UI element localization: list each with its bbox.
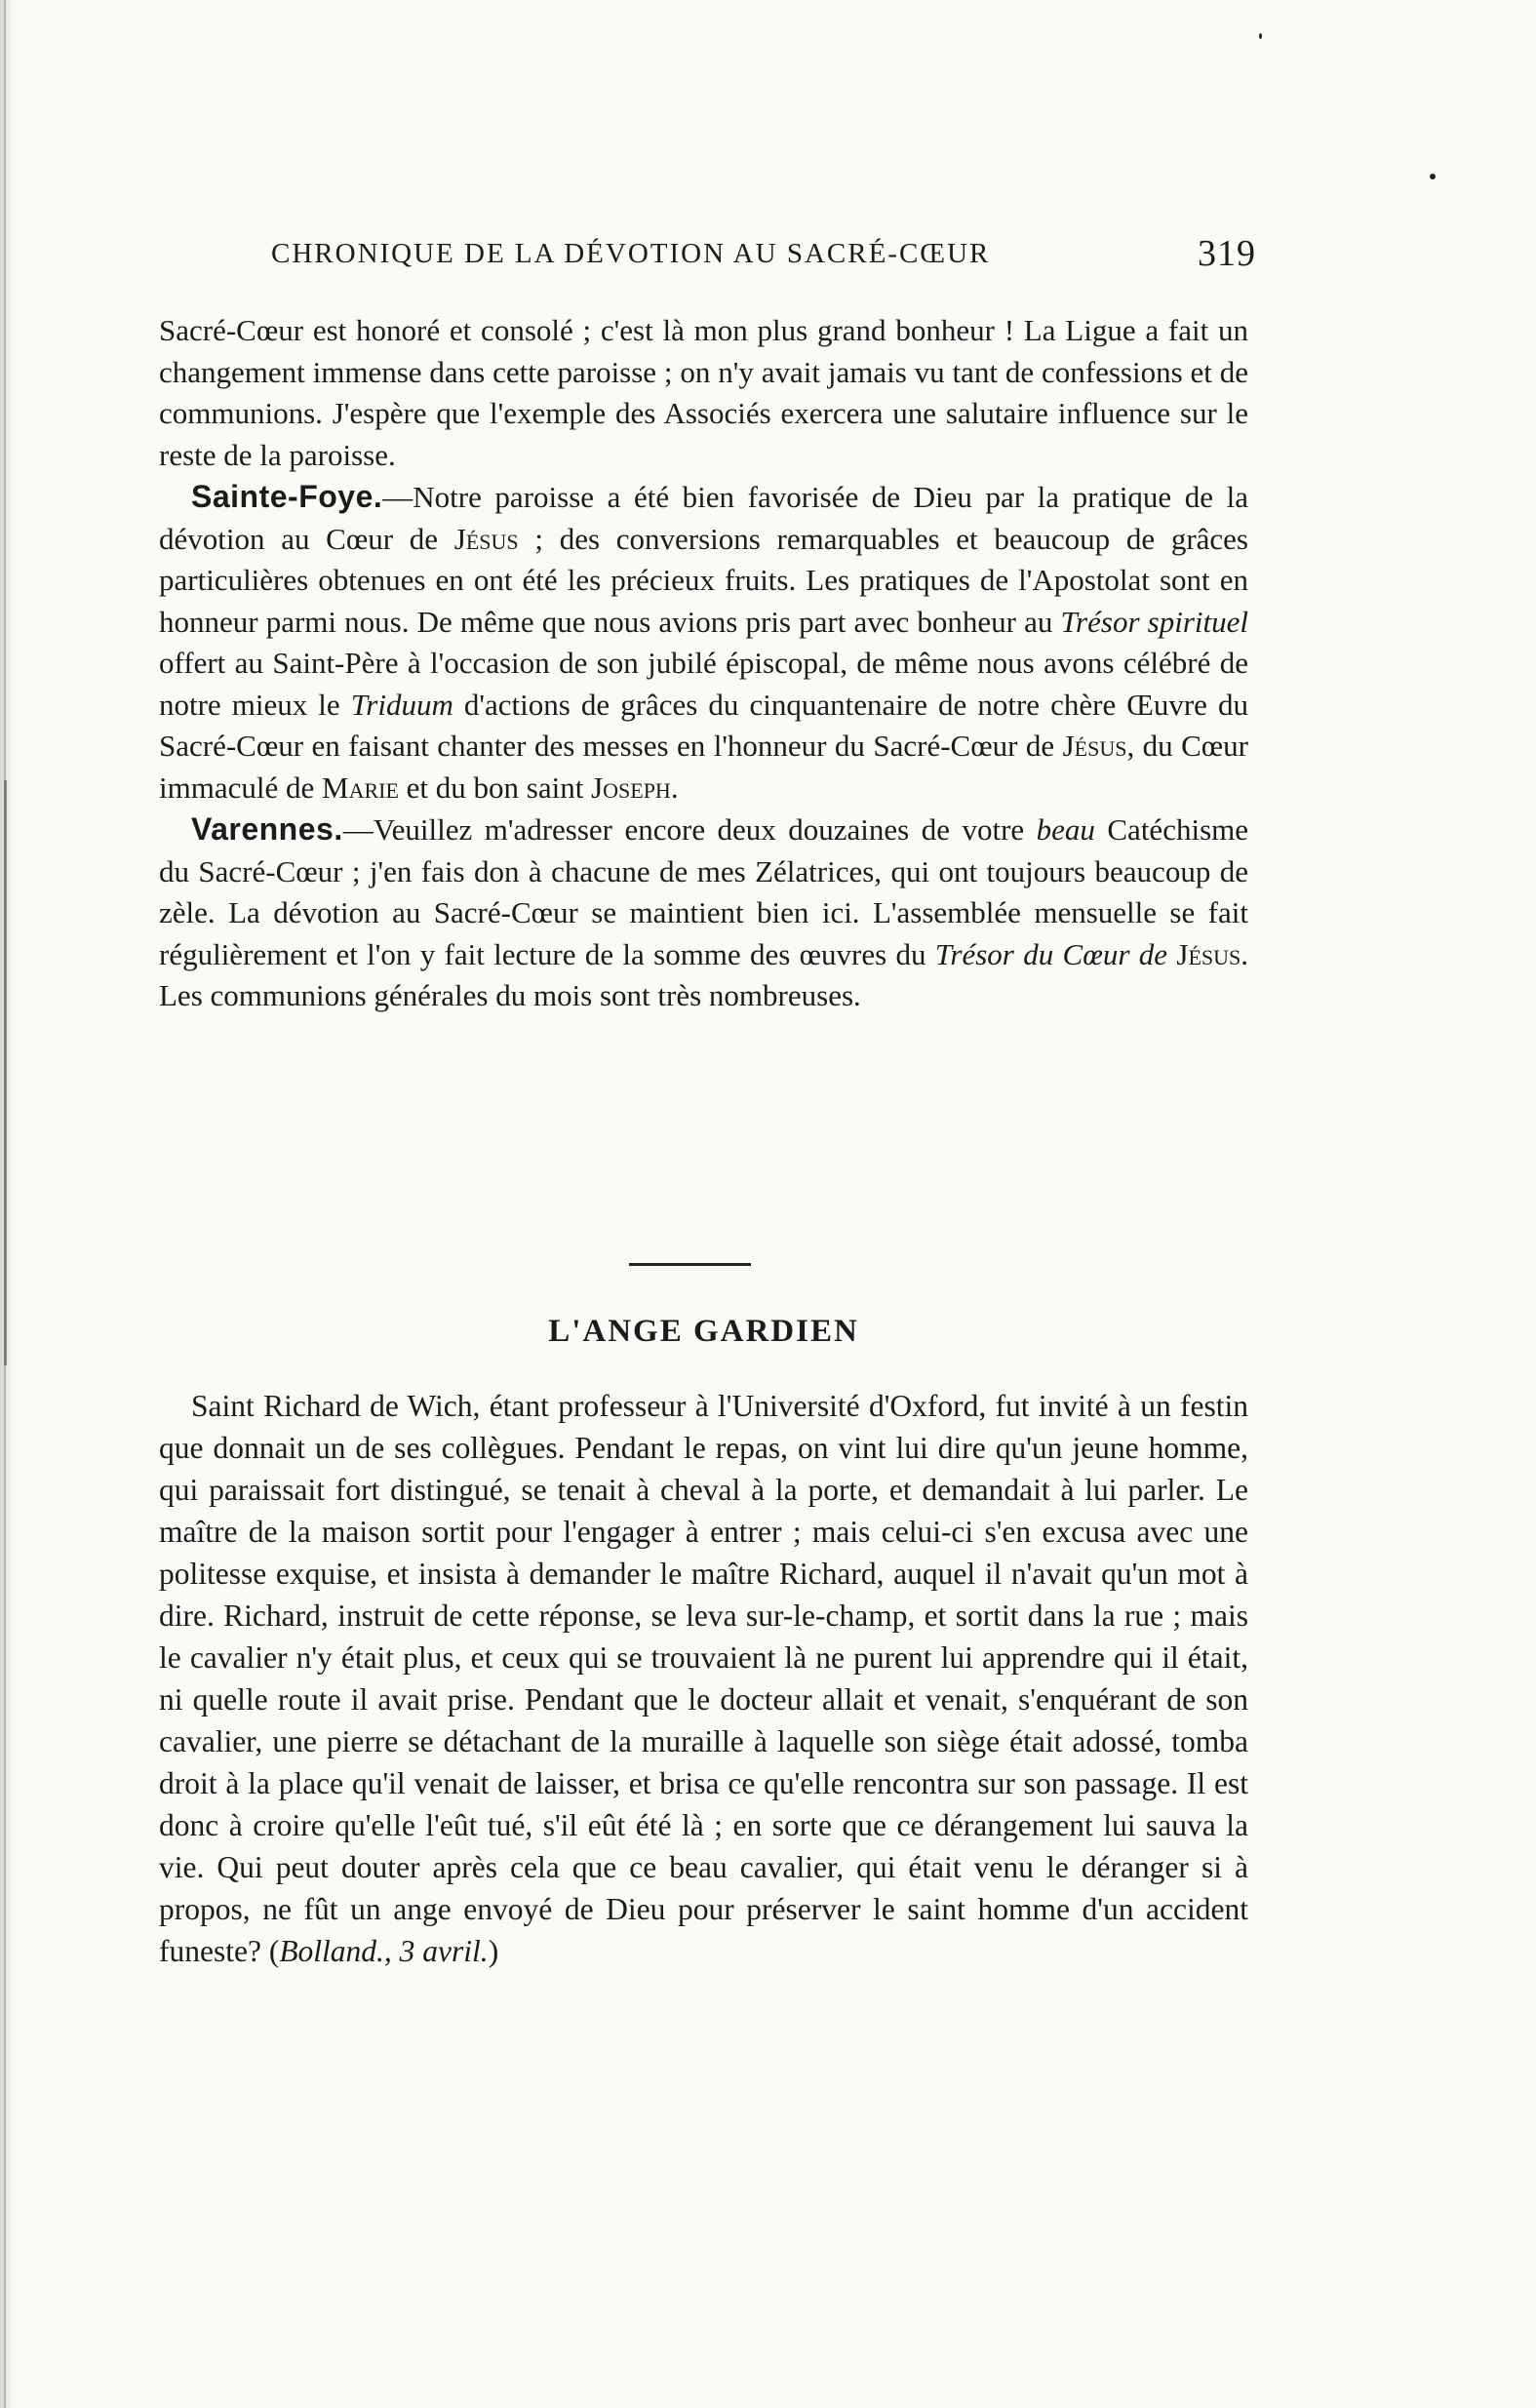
chronique-text [159, 310, 1248, 1017]
text-fragment: ) [488, 1934, 499, 1968]
section-title: L'ANGE GARDIEN [548, 1314, 859, 1349]
name-jesus: Jésus [1062, 729, 1127, 763]
paragraph-varennes [159, 809, 1248, 1017]
text-fragment: offert au Saint-Père à l'occasion de son jubilé épiscopal, de même nous avons célébré de notre mieux le [159, 646, 1248, 722]
page-edge-shadow [0, 0, 14, 2408]
name-jesus: Jésus [1176, 936, 1241, 971]
citation: Bolland., 3 avril. [279, 1934, 489, 1968]
text-fragment: d'actions de grâces du cinquantenaire de notre chère Œuvre du Sacré-Cœur en faisant chanter des messes en l'honneur du Sacré-Cœur de [159, 687, 1248, 763]
title-tresor-spirituel: Trésor spirituel [1060, 604, 1248, 639]
running-title: CHRONIQUE DE LA DÉVOTION AU SACRÉ-CŒUR [271, 238, 991, 269]
section-separator [629, 1263, 751, 1266]
text-fragment: —Notre paroisse a été bien favorisée de Dieu par la pratique de la dévotion au Cœur de [159, 480, 1248, 556]
text-fragment: Catéchisme du Sacré-Cœur ; j'en fais don à chacune de mes Zélatrices, qui ont toujours beaucoup de zèle. La dévotion au Sacré-Cœur se maintient bien ici. L'assemblée mensuelle se fait régulièrement et l'on y fait lecture de la somme des œuvres du [159, 812, 1248, 971]
place-heading-sainte-foye: Sainte-Foye. [191, 479, 383, 514]
paragraph-continuation: Sacré-Cœur est honoré et consolé ; c'est là mon plus grand bonheur ! La Ligue a fait un changement immense dans cette paroisse ; on n'y avait jamais vu tant de confessions et de communions. J'espère que l'exemple des Associés exercera une salutaire influence sur le reste de la paroisse. [159, 313, 1248, 472]
page-number: 319 [1198, 233, 1256, 274]
paragraph-ange-gardien [159, 1385, 1248, 1972]
ange-gardien-text [159, 1385, 1248, 1972]
text-fragment [1167, 937, 1176, 971]
ink-speck [1430, 174, 1436, 179]
title-tresor-du-coeur: Trésor du Cœur de [934, 936, 1168, 971]
binding-mark [4, 780, 7, 1365]
text-fragment: —Veuillez m'adresser encore deux douzaines de votre [342, 812, 1037, 847]
title-triduum: Triduum [350, 687, 453, 722]
name-jesus: Jésus [453, 521, 519, 556]
text-fragment: ; des conversions remarquables et beaucoup de grâces particulières obtenues en ont été les précieux fruits. Les pratiques de l'Apostolat sont en honneur parmi nous. De même que nous avions pris part avec bonheur au [159, 521, 1248, 639]
text-fragment: Saint Richard de Wich, étant professeur à l'Université d'Oxford, fut invité à un festin que donnait un de ses collègues. Pendant le repas, on vint lui dire qu'un jeune homme, qui paraissait fort distingué, se tenait à cheval à la porte, et demandait à lui parler. Le maître de la maison sortit pour l'engager à entrer ; mais celui-ci s'en excusa avec une politesse exquise, et insista à demander le maître Richard, auquel il n'avait qu'un mot à dire. Richard, instruit de cette réponse, se leva sur-le-champ, et sortit dans la rue ; mais le cavalier n'y était plus, et ceux qui se trouvaient là ne purent lui apprendre qui il était, ni quelle route il avait prise. Pendant que le docteur allait et venait, s'enquérant de son cavalier, une pierre se détachant de la muraille à laquelle son siège était adossé, tomba droit à la place qu'il venait de laisser, et brisa ce qu'elle rencontra sur son passage. Il est donc à croire qu'elle l'eût tué, s'il eût été là ; en sorte que ce dérangement lui sauva la vie. Qui peut douter après cela que ce beau cavalier, qui était venu le déranger si à propos, ne fût un ange envoyé de Dieu pour préserver le saint homme d'un accident funeste? ( [159, 1389, 1248, 1968]
text-fragment: . Les communions générales du mois sont très nombreuses. [159, 936, 1248, 1012]
ink-speck [1259, 33, 1262, 39]
place-heading-varennes: Varennes. [191, 811, 343, 847]
text-fragment: , du Cœur immaculé de [159, 729, 1249, 805]
text-fragment: et du bon saint [398, 770, 592, 805]
running-head [271, 232, 1256, 281]
paragraph-sainte-foye [159, 476, 1248, 809]
name-marie: Marie [322, 770, 399, 805]
name-joseph: Joseph [591, 770, 671, 805]
text-fragment: . [670, 770, 679, 805]
emphasis-beau: beau [1036, 812, 1095, 847]
